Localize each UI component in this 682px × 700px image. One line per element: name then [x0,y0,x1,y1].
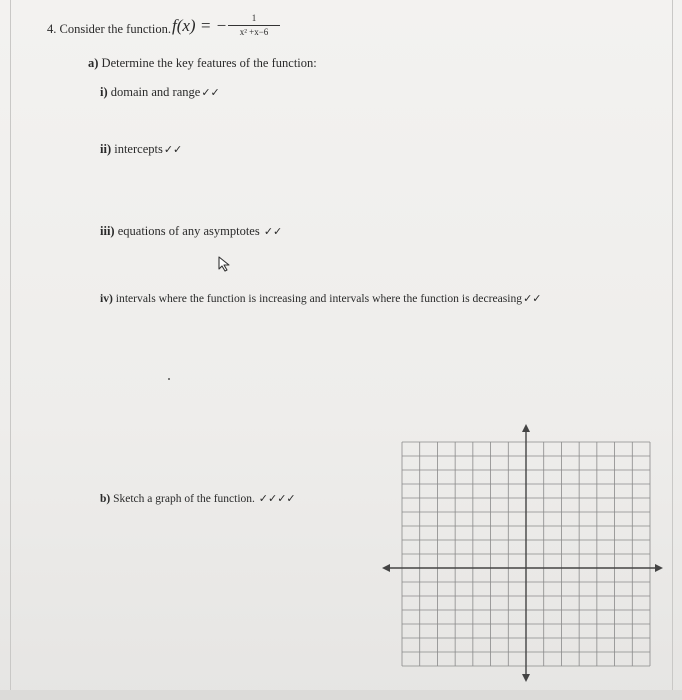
pointer-cursor-icon [218,256,232,277]
question-intro: Consider the function. [59,22,171,36]
item-i-label: i) [100,85,108,99]
item-i-text: domain and range [110,85,201,99]
fraction-numerator: 1 [251,13,257,23]
page-bottom-edge [0,690,682,700]
function-fraction [228,12,280,38]
x-axis-arrow-left-icon [382,564,390,572]
item-iii-marks: ✓✓ [263,225,283,238]
item-ii-label: ii) [100,142,112,156]
part-b-label: b) [100,493,111,505]
fraction-bar [228,25,280,26]
item-iv [100,292,542,305]
y-axis-arrow-down-icon [522,674,530,682]
function-lhs: f(x) = − [172,16,228,35]
part-b-marks: ✓✓✓✓ [258,492,296,505]
part-b [100,492,296,505]
page-right-edge [672,0,673,700]
item-ii-marks: ✓✓ [163,143,183,156]
part-a-text: Determine the key features of the function: [101,56,317,70]
item-iii-text: equations of any asymptotes [117,224,260,238]
part-b-text: Sketch a graph of the function. [113,493,255,505]
question-header [47,22,171,37]
part-a-label: a) [88,56,99,70]
x-axis-arrow-right-icon [655,564,663,572]
question-number: 4. [47,22,57,36]
item-iii-label: iii) [100,224,115,238]
item-iv-marks: ✓✓ [523,292,542,305]
item-iv-text: intervals where the function is increasing and intervals where the function is decreasing [115,292,523,305]
part-a-heading [88,56,317,71]
item-iv-label: iv) [100,292,113,305]
graph-svg [380,422,665,684]
fraction-denominator: x² +x−6 [239,27,269,37]
graph-grid [380,422,665,689]
stray-mark [168,378,170,380]
y-axis-arrow-up-icon [522,424,530,432]
item-i [100,85,220,100]
item-ii-text: intercepts [114,142,163,156]
item-i-marks: ✓✓ [201,86,220,99]
page-left-edge [10,0,11,700]
item-ii [100,142,182,157]
item-iii [100,224,282,239]
